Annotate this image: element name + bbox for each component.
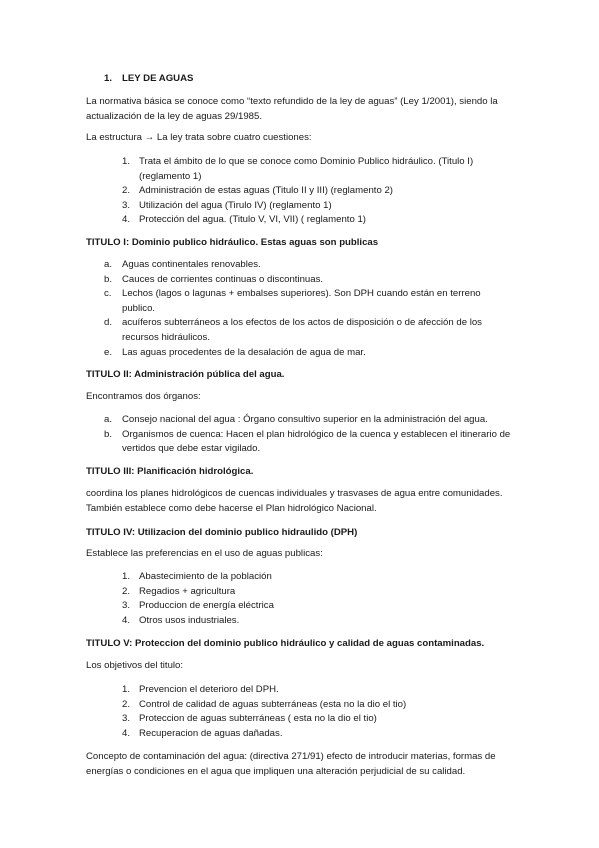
- list-item: [122, 614, 492, 629]
- titulo-4-intro: Establece las preferencias en el uso de aguas publicas:: [86, 548, 323, 559]
- list-item: [122, 570, 492, 585]
- titulo-3-heading: TITULO III: Planificación hidrológica.: [86, 466, 254, 477]
- list-item-text: Control de calidad de aguas subterráneas (esta no la dio el tio): [139, 698, 407, 710]
- list-item-text: Regadios + agricultura: [139, 585, 236, 597]
- list-item-text: Lechos (lagos o lagunas + embalses superiores). Son DPH cuando están en terreno publico.: [122, 288, 481, 314]
- list-item: [122, 199, 492, 214]
- list-item: [104, 258, 514, 273]
- list-marker: 1.: [122, 156, 131, 167]
- title-number: 1.: [104, 73, 113, 84]
- list-marker: 3.: [122, 600, 131, 612]
- list-item: [122, 712, 492, 727]
- list-item: [122, 683, 492, 698]
- list-item-text: Consejo nacional del agua : Órgano consultivo superior en la administración del agua.: [122, 414, 488, 425]
- titulo-3-text: coordina los planes hidrológicos de cuencas individuales y trasvases de agua entre comunidades. También establece como debe hacerse el Plan hidrológico Nacional.: [86, 488, 503, 514]
- list-item-text: Recuperacion de aguas dañadas.: [139, 727, 283, 739]
- list-marker: 3.: [122, 199, 131, 211]
- list-marker: a.: [104, 259, 113, 270]
- list-item: [104, 316, 514, 345]
- list-marker: 2.: [122, 185, 131, 197]
- document-title: [104, 72, 544, 87]
- list-marker: e.: [104, 346, 113, 358]
- list-marker: a.: [104, 414, 113, 425]
- list-item: [104, 273, 514, 288]
- list-marker: 2.: [122, 698, 131, 710]
- list-marker: 2.: [122, 585, 131, 597]
- titulo-5-heading: TITULO V: Proteccion del dominio publico hidráulico y calidad de aguas contaminadas.: [86, 638, 485, 649]
- list-marker: 1.: [122, 684, 131, 695]
- list-item: [122, 184, 492, 199]
- intro-paragraph: La normativa básica se conoce como “texto refundido de la ley de aguas” (Ley 1/2001), siendo la actualización de la ley de aguas 29/1985.: [86, 96, 498, 122]
- list-item: [122, 698, 492, 713]
- list-item: [104, 413, 514, 428]
- title-text: LEY DE AGUAS: [122, 73, 194, 84]
- list-marker: d.: [104, 317, 113, 329]
- list-item-text: Aguas continentales renovables.: [122, 259, 261, 270]
- list-marker: 3.: [122, 713, 131, 725]
- titulo-1-heading: TITULO I: Dominio publico hidráulico. Estas aguas son publicas: [86, 237, 379, 248]
- list-item: [122, 155, 492, 184]
- list-item-text: Trata el ámbito de lo que se conoce como Dominio Publico hidráulico. (Titulo I) (reglamento 1): [139, 156, 474, 182]
- list-item: [104, 428, 514, 457]
- titulo-1-list: [104, 258, 514, 360]
- list-marker: b.: [104, 273, 113, 285]
- titulo-2-list: [104, 413, 514, 457]
- titulo-4-heading: TITULO IV: Utilizacion del dominio publico hidraulido (DPH): [86, 527, 358, 538]
- list-marker: c.: [104, 288, 112, 300]
- list-item-text: Produccion de energía eléctrica: [139, 600, 274, 612]
- list-item-text: Utilización del agua (Tirulo IV) (reglamento 1): [139, 199, 332, 211]
- list-marker: b.: [104, 428, 113, 440]
- titulo-2-intro: Encontramos dos órganos:: [86, 391, 201, 402]
- list-item: [122, 585, 492, 600]
- list-item-text: Prevencion el deterioro del DPH.: [139, 684, 279, 695]
- list-item-text: Protección del agua. (Titulo V, VI, VII) ( reglamento 1): [139, 214, 366, 226]
- titulo-4-list: [122, 570, 492, 628]
- structure-list: [122, 155, 492, 228]
- list-item-text: Las aguas procedentes de la desalación de agua de mar.: [122, 346, 366, 358]
- list-marker: 4.: [122, 614, 131, 626]
- list-item-text: Cauces de corrientes continuas o discontinuas.: [122, 273, 324, 285]
- contamination-concept: Concepto de contaminación del agua: (directiva 271/91) efecto de introducir materias, formas de energías o condiciones en el agua que impliquen una alteración perjudicial de su calidad.: [86, 751, 496, 777]
- list-item-text: Proteccion de aguas subterráneas ( esta no la dio el tio): [139, 713, 377, 725]
- structure-line: La estructura → La ley trata sobre cuatro cuestiones:: [86, 132, 312, 143]
- list-item-text: Otros usos industriales.: [139, 614, 240, 626]
- list-item: [122, 599, 492, 614]
- titulo-5-intro: Los objetivos del titulo:: [86, 660, 184, 671]
- list-marker: 4.: [122, 214, 131, 226]
- list-item-text: acuíferos subterráneos a los efectos de los actos de disposición o de afección de los recursos hidráulicos.: [122, 317, 482, 343]
- titulo-2-heading: TITULO II: Administración pública del agua.: [86, 369, 285, 380]
- list-item-text: Abastecimiento de la población: [139, 571, 272, 582]
- list-marker: 4.: [122, 727, 131, 739]
- list-item: [104, 287, 514, 316]
- list-item: [104, 346, 514, 361]
- list-item: [122, 727, 492, 742]
- list-marker: 1.: [122, 571, 131, 582]
- list-item-text: Organismos de cuenca: Hacen el plan hidrológico de la cuenca y establecen el itinerario de vertidos que debe estar vigilado.: [122, 428, 511, 455]
- titulo-5-list: [122, 683, 492, 741]
- list-item: [122, 213, 492, 228]
- list-item-text: Administración de estas aguas (Titulo II y III) (reglamento 2): [139, 185, 393, 197]
